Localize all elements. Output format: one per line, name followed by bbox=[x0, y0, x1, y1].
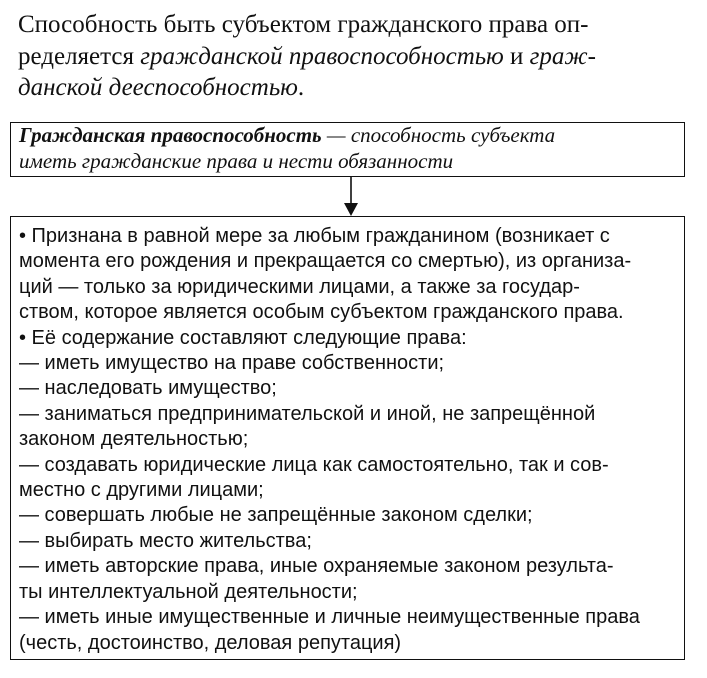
intro-term-civil-capacity: данской дееспособностью bbox=[18, 74, 298, 101]
details-line: (честь, достоинство, деловая репутация) bbox=[19, 631, 402, 654]
details-line: — совершать любые не запрещённые законом сделки; bbox=[19, 504, 533, 527]
details-line: — заниматься предпринимательской и иной, не запрещённой bbox=[19, 402, 596, 425]
down-arrow-icon bbox=[342, 177, 360, 217]
definition-text: — способность субъекта bbox=[321, 123, 556, 147]
details-line: ты интеллектуальной деятельности; bbox=[19, 580, 358, 603]
definition-line-1 bbox=[19, 123, 676, 149]
intro-paragraph bbox=[18, 9, 688, 104]
details-line: — иметь иные имущественные и личные неимущественные права bbox=[19, 606, 640, 629]
intro-line-3 bbox=[18, 72, 688, 104]
details-line: момента его рождения и прекращается со смертью), из организа- bbox=[19, 250, 632, 273]
intro-text: ределяется bbox=[18, 42, 141, 70]
intro-text: и bbox=[503, 42, 530, 70]
details-box bbox=[10, 216, 685, 660]
details-line: законом деятельностью; bbox=[19, 428, 249, 451]
intro-term-legal-capacity: гражданской правоспособностью bbox=[140, 42, 504, 70]
details-line: — наследовать имущество; bbox=[19, 377, 277, 400]
definition-line-2: иметь гражданские права и нести обязанности bbox=[19, 148, 454, 173]
details-line: • Её содержание составляют следующие права: bbox=[19, 326, 467, 349]
details-line: ций — только за юридическими лицами, а также за государ- bbox=[19, 275, 580, 298]
intro-line-1: Способность быть субъектом гражданского права оп- bbox=[18, 11, 589, 38]
details-line: ством, которое является особым субъектом гражданского права. bbox=[19, 301, 624, 324]
intro-line-2 bbox=[18, 41, 688, 73]
details-line: — создавать юридические лица как самостоятельно, так и сов- bbox=[19, 453, 609, 476]
intro-text: . bbox=[297, 74, 305, 101]
details-line: — иметь авторские права, иные охраняемые законом результа- bbox=[19, 555, 614, 578]
details-line: • Признана в равной мере за любым гражданином (возникает с bbox=[19, 225, 610, 247]
intro-term-civil-part: граж- bbox=[529, 42, 597, 70]
definition-box bbox=[10, 122, 685, 177]
details-line: местно с другими лицами; bbox=[19, 479, 264, 502]
details-line: — выбирать место жительства; bbox=[19, 529, 312, 552]
details-line: — иметь имущество на праве собственности; bbox=[19, 352, 445, 375]
definition-term: Гражданская правоспособность bbox=[19, 123, 322, 147]
